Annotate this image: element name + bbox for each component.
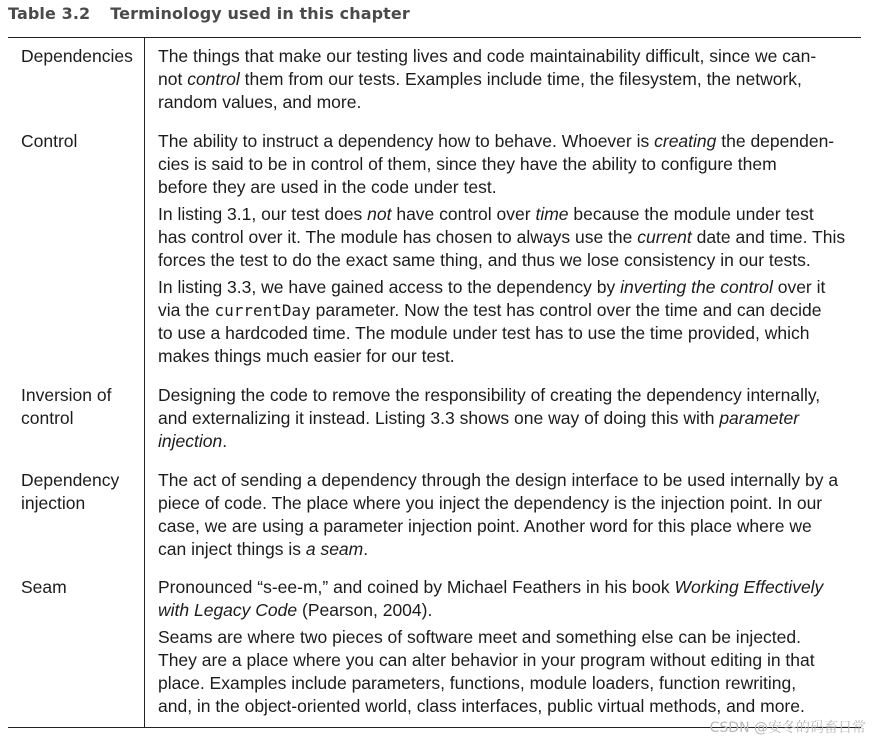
definition-line	[158, 91, 858, 114]
plain-text: The ability to instruct a dependency how to behave. Whoever is	[158, 131, 655, 151]
definition-paragraph	[158, 576, 858, 622]
plain-text: case, we are using a parameter injection point. Another word for this place where we	[158, 516, 812, 536]
plain-text: forces the test to do the exact same thing, and thus we lose consistency in our tests.	[158, 250, 811, 270]
plain-text: They are a place where you can alter behavior in your program without editing in that	[158, 650, 815, 670]
plain-text: random values, and more.	[158, 92, 362, 112]
emphasis-text: injection	[158, 431, 223, 451]
emphasis-text: control	[187, 69, 240, 89]
definition-line	[158, 430, 858, 453]
term-text: injection	[21, 493, 86, 513]
emphasis-text: current	[637, 227, 692, 247]
emphasis-text: creating	[654, 131, 717, 151]
definition-line	[158, 176, 858, 199]
definition-cell	[158, 130, 858, 368]
definition-cell	[158, 384, 858, 453]
definition-line	[158, 203, 858, 226]
definition-line	[158, 576, 858, 599]
plain-text: (Pearson, 2004).	[297, 600, 433, 620]
definition-line	[158, 626, 858, 649]
plain-text: the dependen-	[716, 131, 835, 151]
plain-text: .	[363, 539, 369, 559]
plain-text: and externalizing it instead. Listing 3.3 shows one way of doing this with	[158, 408, 720, 428]
emphasis-text: parameter	[719, 408, 800, 428]
plain-text: can inject things is	[158, 539, 306, 559]
table-title: Terminology used in this chapter	[110, 4, 410, 23]
definition-line	[158, 492, 858, 515]
plain-text: .	[222, 431, 228, 451]
plain-text: via the	[158, 300, 215, 320]
definition-line	[158, 649, 858, 672]
definition-line	[158, 695, 858, 718]
plain-text: Pronounced “s-ee-m,” and coined by Michael Feathers in his book	[158, 577, 675, 597]
definition-line	[158, 515, 858, 538]
definition-line	[158, 538, 858, 561]
definition-paragraph	[158, 469, 858, 561]
definition-line	[158, 276, 858, 299]
term-text: Seam	[21, 577, 67, 597]
plain-text: Designing the code to remove the responsibility of creating the dependency internally,	[158, 385, 821, 405]
column-divider	[144, 38, 145, 727]
definition-cell	[158, 45, 858, 114]
emphasis-text: time	[535, 204, 569, 224]
term-text: Dependency	[21, 470, 120, 490]
table-caption	[8, 4, 410, 23]
plain-text: In listing 3.3, we have gained access to the dependency by	[158, 277, 621, 297]
emphasis-text: with Legacy Code	[158, 600, 298, 620]
definition-paragraph	[158, 45, 858, 114]
term-cell	[21, 45, 141, 68]
code-text: currentDay	[214, 301, 311, 320]
definition-line	[158, 345, 858, 368]
table-number: Table 3.2	[8, 4, 91, 23]
term-text: Inversion of	[21, 385, 112, 405]
emphasis-text: a seam	[305, 539, 364, 559]
term-cell	[21, 469, 141, 515]
plain-text: In listing 3.1, our test does	[158, 204, 368, 224]
definition-paragraph	[158, 384, 858, 453]
definition-line	[158, 68, 858, 91]
definition-paragraph	[158, 130, 858, 199]
emphasis-text: not	[367, 204, 392, 224]
definition-line	[158, 672, 858, 695]
term-text: Dependencies	[21, 46, 133, 66]
plain-text: to use a hardcoded time. The module under test has to use the time provided, which	[158, 323, 810, 343]
plain-text: date and time. This	[691, 227, 846, 247]
definition-line	[158, 384, 858, 407]
plain-text: have control over	[391, 204, 536, 224]
term-cell	[21, 384, 141, 430]
definition-cell	[158, 576, 858, 718]
plain-text: cies is said to be in control of them, since they have the ability to configure them	[158, 154, 777, 174]
definition-line	[158, 226, 858, 249]
plain-text: before they are used in the code under test.	[158, 177, 497, 197]
plain-text: Seams are where two pieces of software meet and something else can be injected.	[158, 627, 801, 647]
definition-line	[158, 299, 858, 322]
plain-text: and, in the object-oriented world, class interfaces, public virtual methods, and more.	[158, 696, 805, 716]
definition-cell	[158, 469, 858, 561]
term-cell	[21, 576, 141, 599]
term-text: control	[21, 408, 74, 428]
definition-line	[158, 322, 858, 345]
definition-paragraph	[158, 203, 858, 272]
plain-text: them from our tests. Examples include time, the filesystem, the network,	[239, 69, 802, 89]
plain-text: The things that make our testing lives and code maintainability difficult, since we can-	[158, 46, 817, 66]
plain-text: not	[158, 69, 188, 89]
definition-line	[158, 599, 858, 622]
watermark: CSDN @安冬的码畜日常	[709, 720, 866, 736]
term-cell	[21, 130, 141, 153]
definition-line	[158, 469, 858, 492]
definition-line	[158, 407, 858, 430]
plain-text: piece of code. The place where you inject the dependency is the injection point. In our	[158, 493, 823, 513]
plain-text: place. Examples include parameters, functions, module loaders, function rewriting,	[158, 673, 797, 693]
table-top-rule	[8, 37, 861, 38]
emphasis-text: Working Effectively	[674, 577, 824, 597]
definition-line	[158, 130, 858, 153]
term-text: Control	[21, 131, 78, 151]
definition-line	[158, 45, 858, 68]
plain-text: The act of sending a dependency through the design interface to be used internally by a	[158, 470, 839, 490]
plain-text: over it	[772, 277, 826, 297]
plain-text: because the module under test	[568, 204, 814, 224]
plain-text: parameter. Now the test has control over the time and can decide	[310, 300, 822, 320]
plain-text: has control over it. The module has chosen to always use the	[158, 227, 638, 247]
plain-text: makes things much easier for our test.	[158, 346, 455, 366]
definition-paragraph	[158, 626, 858, 718]
definition-line	[158, 249, 858, 272]
definition-line	[158, 153, 858, 176]
emphasis-text: inverting the control	[620, 277, 773, 297]
definition-paragraph	[158, 276, 858, 368]
